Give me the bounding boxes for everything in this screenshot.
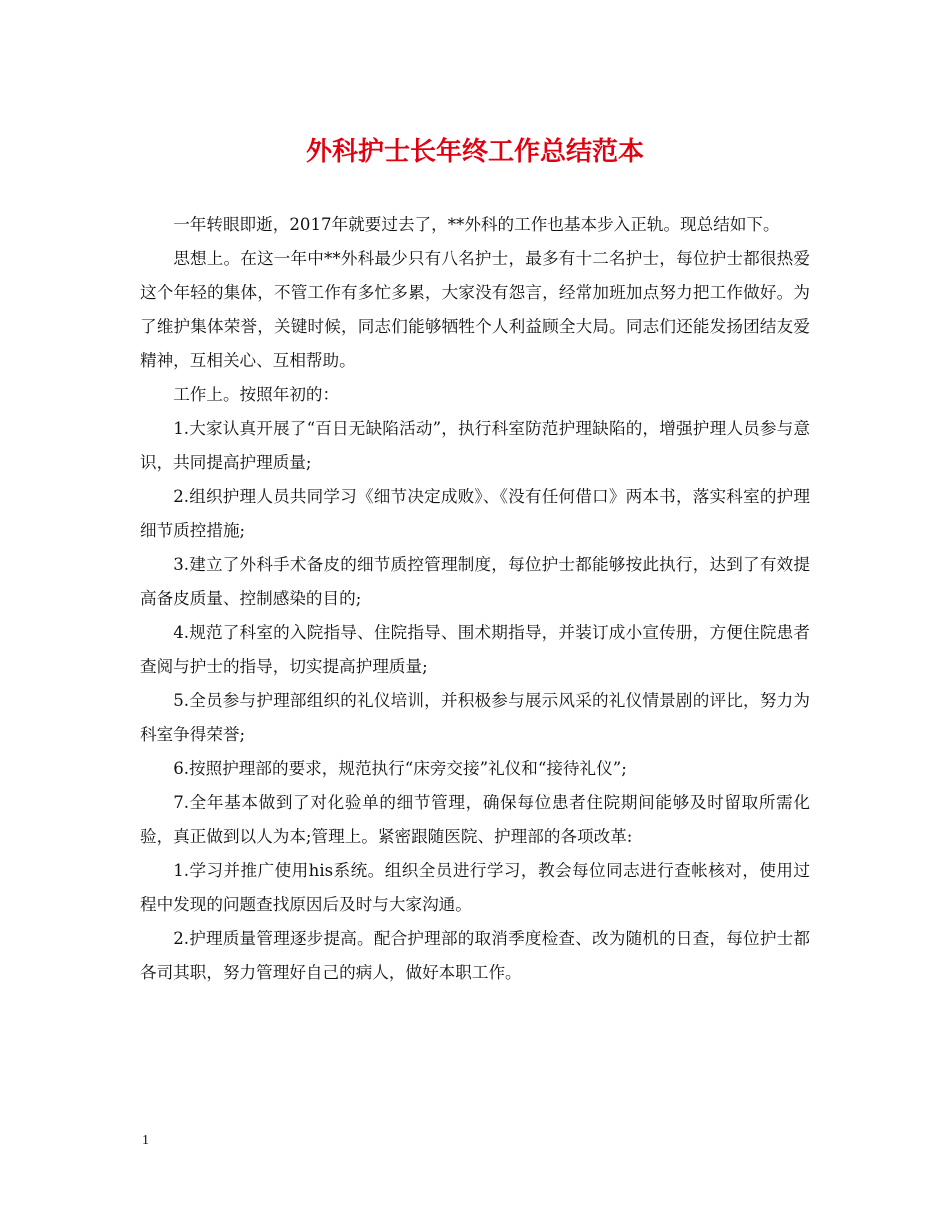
page-number: 1 [142, 1133, 149, 1148]
paragraph-management-item-1: 1.学习并推广使用his系统。组织全员进行学习，教会每位同志进行查帐核对，使用过程中发现的问题查找原因后及时与大家沟通。 [140, 861, 810, 914]
document-body [140, 208, 810, 990]
paragraph-management-item-2: 2.护理质量管理逐步提高。配合护理部的取消季度检查、改为随机的日查，每位护士都各司其职，努力管理好自己的病人，做好本职工作。 [140, 929, 810, 982]
paragraph-work-item-1: 1.大家认真开展了“百日无缺陷活动”，执行科室防范护理缺陷的，增强护理人员参与意识，共同提高护理质量; [140, 419, 810, 472]
paragraph-thought: 思想上。在这一年中**外科最少只有八名护士，最多有十二名护士，每位护士都很热爱这个年轻的集体，不管工作有多忙多累，大家没有怨言，经常加班加点努力把工作做好。为了维护集体荣誉，关键时候，同志们能够牺牲个人利益顾全大局。同志们还能发扬团结友爱精神，互相关心、互相帮助。 [140, 249, 810, 370]
paragraph-work-item-3: 3.建立了外科手术备皮的细节质控管理制度，每位护士都能够按此执行，达到了有效提高备皮质量、控制感染的目的; [140, 555, 810, 608]
paragraph-work-item-2: 2.组织护理人员共同学习《细节决定成败》、《没有任何借口》两本书，落实科室的护理细节质控措施; [140, 487, 810, 540]
paragraph-work-item-5: 5.全员参与护理部组织的礼仪培训，并积极参与展示风采的礼仪情景剧的评比，努力为科室争得荣誉; [140, 691, 810, 744]
paragraph-work-item-7: 7.全年基本做到了对化验单的细节管理，确保每位患者住院期间能够及时留取所需化验，真正做到以人为本;管理上。紧密跟随医院、护理部的各项改革: [140, 793, 810, 846]
paragraph-intro: 一年转眼即逝，2017年就要过去了，**外科的工作也基本步入正轨。现总结如下。 [173, 215, 780, 234]
paragraph-work-heading: 工作上。按照年初的： [173, 385, 340, 404]
paragraph-work-item-6: 6.按照护理部的要求，规范执行“床旁交接”礼仪和“接待礼仪”; [173, 759, 627, 778]
paragraph-work-item-4: 4.规范了科室的入院指导、住院指导、围术期指导，并装订成小宣传册，方便住院患者查阅与护士的指导，切实提高护理质量; [140, 623, 810, 676]
document-title: 外科护士长年终工作总结范本 [305, 137, 644, 167]
